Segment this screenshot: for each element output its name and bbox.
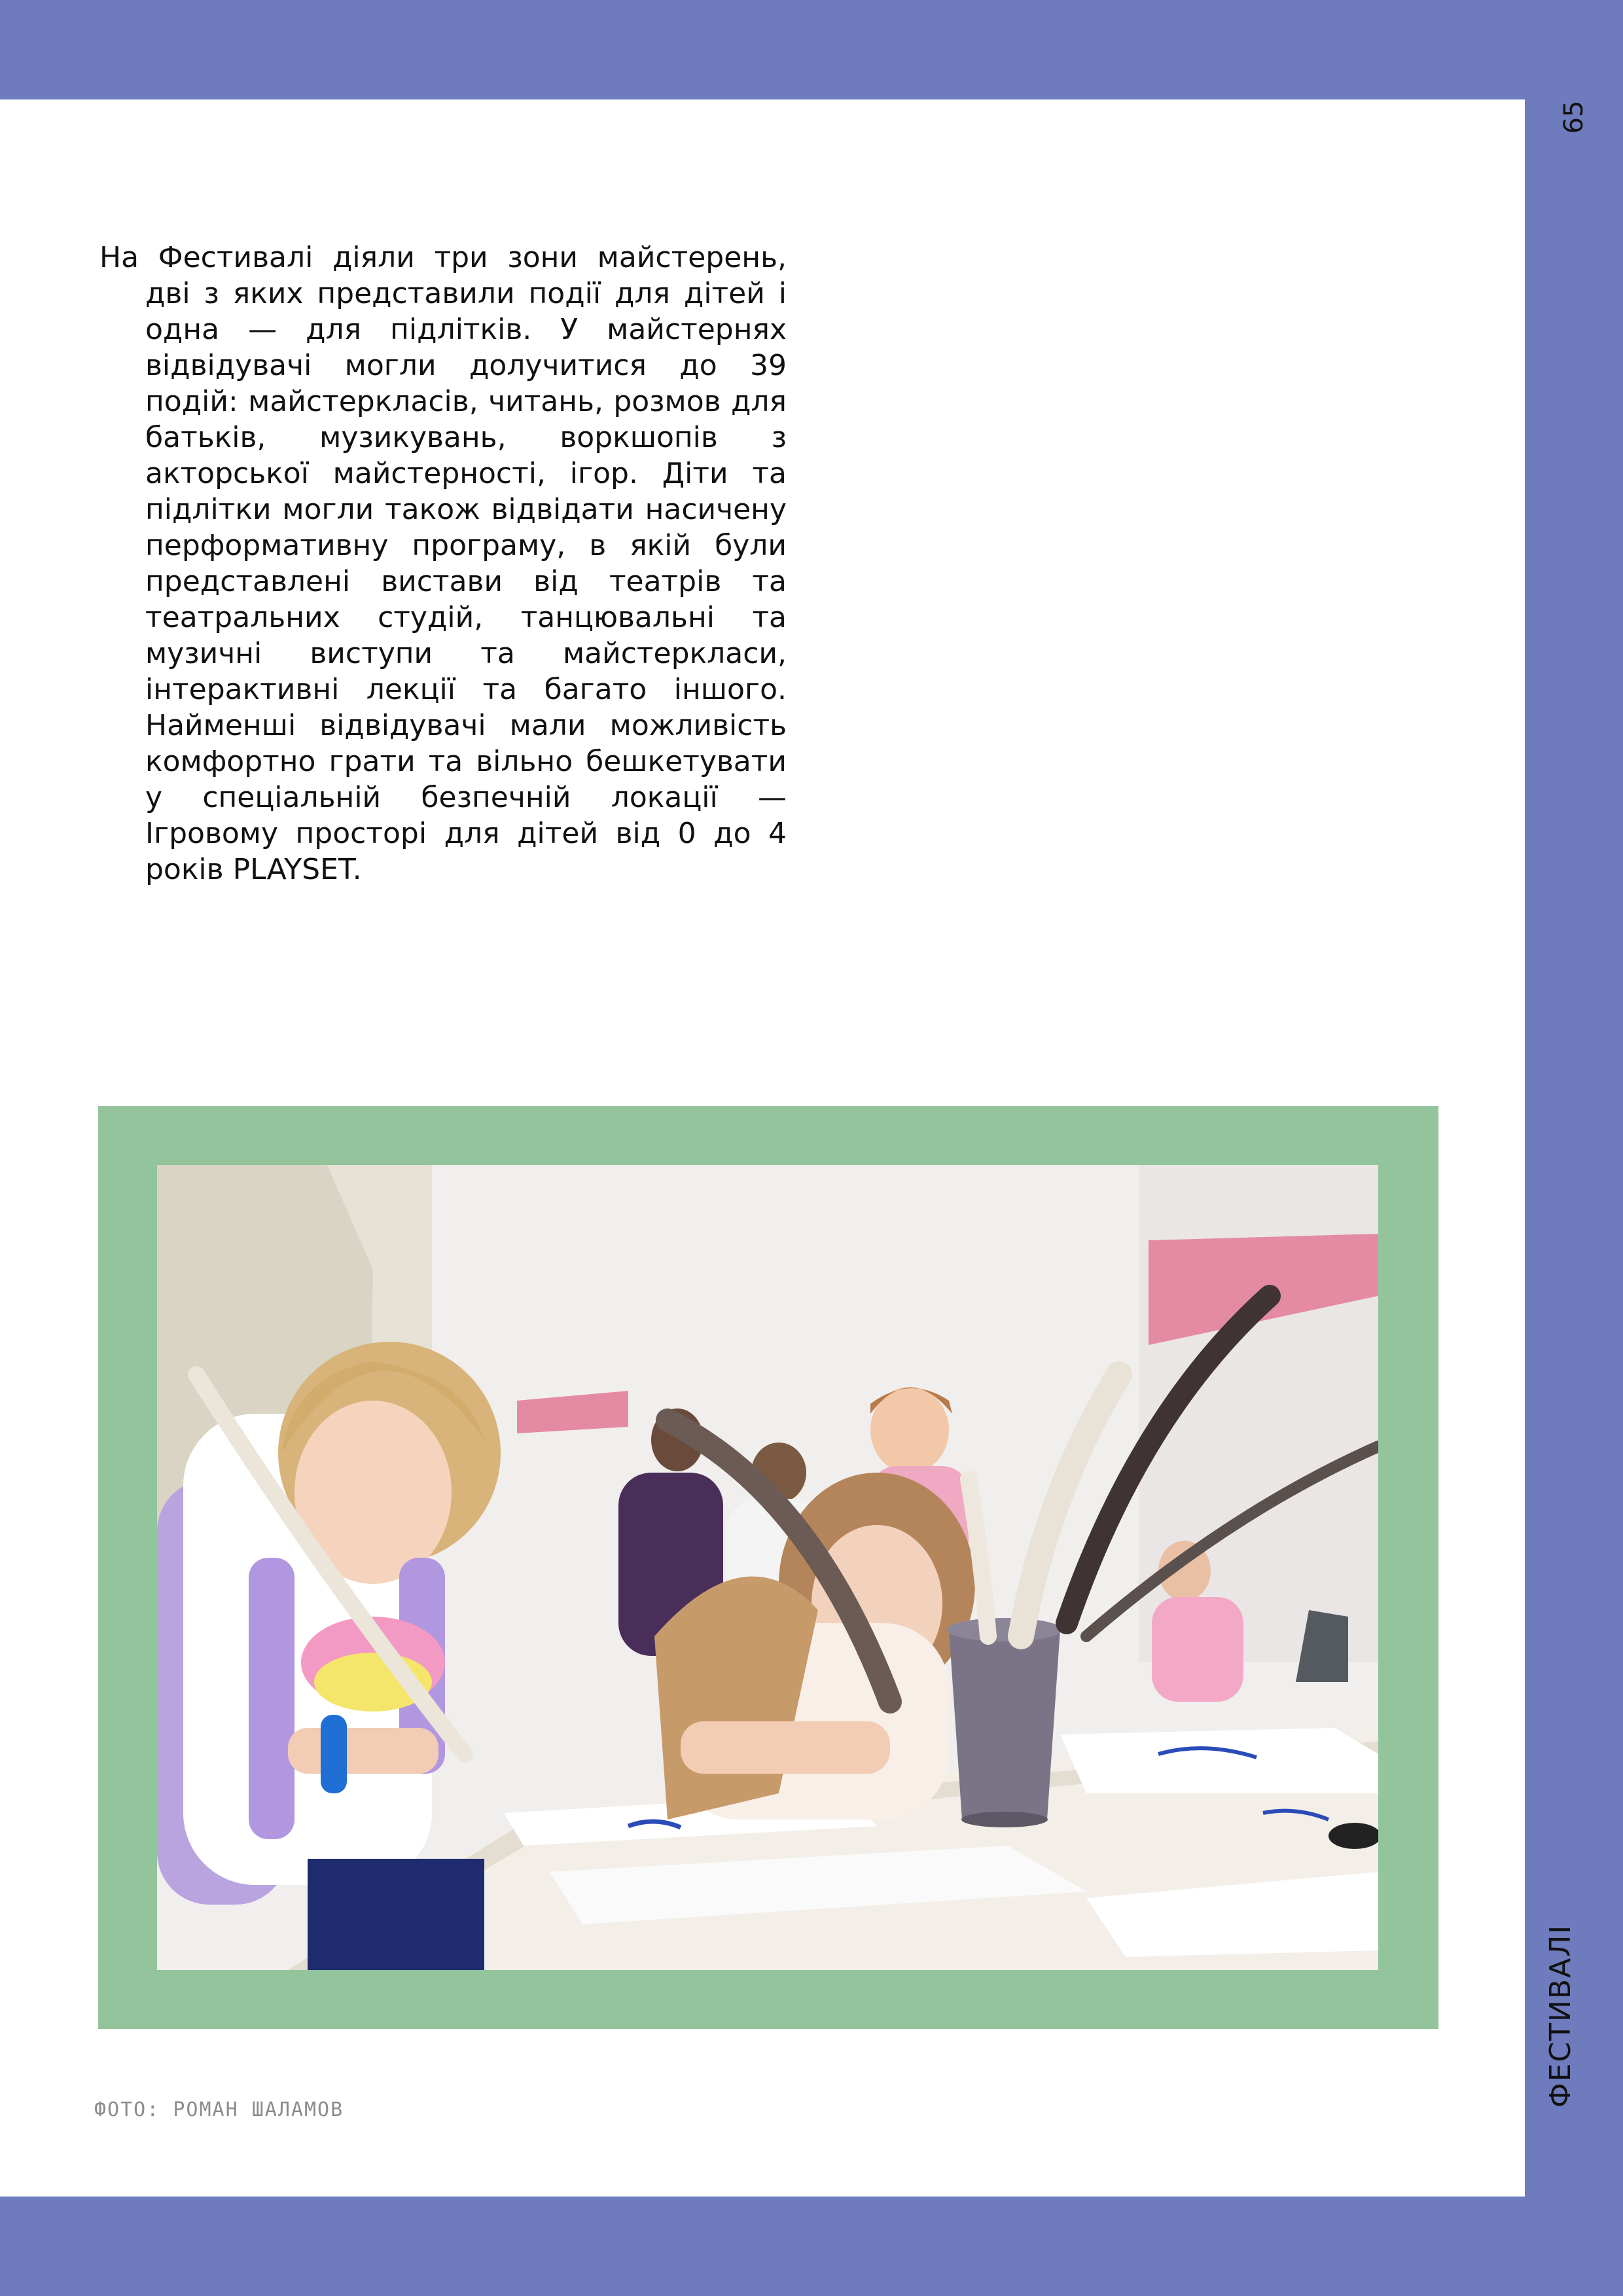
article-paragraph: На Фестивалі діяли три зони майстерень, дві з яких представили події для дітей і одна — для підлітків. У майстернях відвідувачі могли долучитися до 39 подій: майстеркласів, читань, розмов для батьків, музикувань, воркшопів з акторської майстерності, ігор. Діти та підлітки могли також відвідати насичену перформативну програму, в якій були представлені вистави від театрів та театральних студій, танцювальні та музичні виступи та майстеркласи, інтерактивні лекції та багато іншого. Найменші відвідувачі мали можливість комфортно грати та вільно бешкетувати у спеціальній безпечній локації — Ігровому просторі для дітей від 0 до 4 років PLAYSET.: [99, 241, 787, 886]
bottom-color-band: [0, 2197, 1623, 2296]
children-writing-with-quills-photo: [157, 1165, 1378, 1970]
photo-frame: [98, 1106, 1438, 2029]
top-color-band: [0, 0, 1623, 99]
photo-credit: ФОТО: РОМАН ШАЛАМОВ: [94, 2098, 344, 2121]
page-number: 65: [1559, 100, 1589, 134]
festival-photo: [157, 1165, 1378, 1970]
section-label: ФЕСТИВАЛІ: [1544, 1924, 1577, 2108]
